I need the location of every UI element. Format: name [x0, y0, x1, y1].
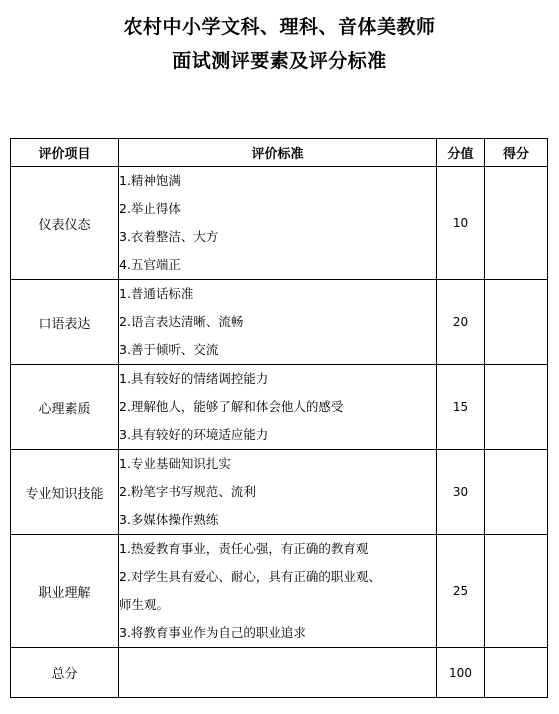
row-criteria	[119, 365, 437, 450]
criteria-line: 2.理解他人，能够了解和体会他人的感受	[119, 399, 344, 414]
row-score[interactable]	[485, 167, 548, 280]
criteria-line: 3.具有较好的环境适应能力	[119, 427, 269, 442]
criteria-line: 1.精神饱满	[119, 173, 181, 188]
row-score[interactable]	[485, 280, 548, 365]
criteria-line: 3.衣着整洁、大方	[119, 229, 219, 244]
row-item: 职业理解	[11, 535, 119, 648]
total-points: 100	[437, 648, 485, 698]
row-points: 15	[437, 365, 485, 450]
title-line-2: 面试测评要素及评分标准	[172, 50, 387, 72]
header-score: 得分	[485, 139, 548, 167]
total-label: 总分	[11, 648, 119, 698]
total-row	[11, 648, 548, 698]
criteria-line: 1.具有较好的情绪调控能力	[119, 371, 269, 386]
document-title	[0, 10, 559, 78]
title-line-1: 农村中小学文科、理科、音体美教师	[123, 16, 436, 38]
criteria-line: 1.普通话标准	[119, 286, 194, 301]
criteria-line: 3.善于倾听、交流	[119, 342, 219, 357]
table-header-row	[11, 139, 548, 167]
row-item: 专业知识技能	[11, 450, 119, 535]
criteria-line: 3.将教育事业作为自己的职业追求	[119, 625, 306, 640]
criteria-line: 2.粉笔字书写规范、流利	[119, 484, 256, 499]
criteria-line: 1.专业基础知识扎实	[119, 456, 231, 471]
table-row	[11, 450, 548, 535]
criteria-line: 2.举止得体	[119, 201, 181, 216]
evaluation-table	[10, 138, 548, 698]
header-criteria: 评价标准	[119, 139, 437, 167]
row-criteria	[119, 535, 437, 648]
criteria-line: 师生观。	[119, 597, 170, 612]
row-points: 20	[437, 280, 485, 365]
total-criteria	[119, 648, 437, 698]
total-score[interactable]	[485, 648, 548, 698]
row-criteria	[119, 280, 437, 365]
header-points: 分值	[437, 139, 485, 167]
criteria-line: 1.热爱教育事业，责任心强，有正确的教育观	[119, 541, 369, 556]
criteria-line: 2.语言表达清晰、流畅	[119, 314, 244, 329]
row-score[interactable]	[485, 535, 548, 648]
criteria-line: 4.五官端正	[119, 257, 181, 272]
row-item: 口语表达	[11, 280, 119, 365]
row-points: 25	[437, 535, 485, 648]
criteria-line: 2.对学生具有爱心、耐心，具有正确的职业观、	[119, 569, 381, 584]
table-row	[11, 167, 548, 280]
row-criteria	[119, 450, 437, 535]
row-points: 30	[437, 450, 485, 535]
table-row	[11, 535, 548, 648]
row-score[interactable]	[485, 450, 548, 535]
row-score[interactable]	[485, 365, 548, 450]
table-row	[11, 365, 548, 450]
row-item: 仪表仪态	[11, 167, 119, 280]
row-criteria	[119, 167, 437, 280]
table-row	[11, 280, 548, 365]
header-item: 评价项目	[11, 139, 119, 167]
criteria-line: 3.多媒体操作熟练	[119, 512, 219, 527]
row-item: 心理素质	[11, 365, 119, 450]
row-points: 10	[437, 167, 485, 280]
